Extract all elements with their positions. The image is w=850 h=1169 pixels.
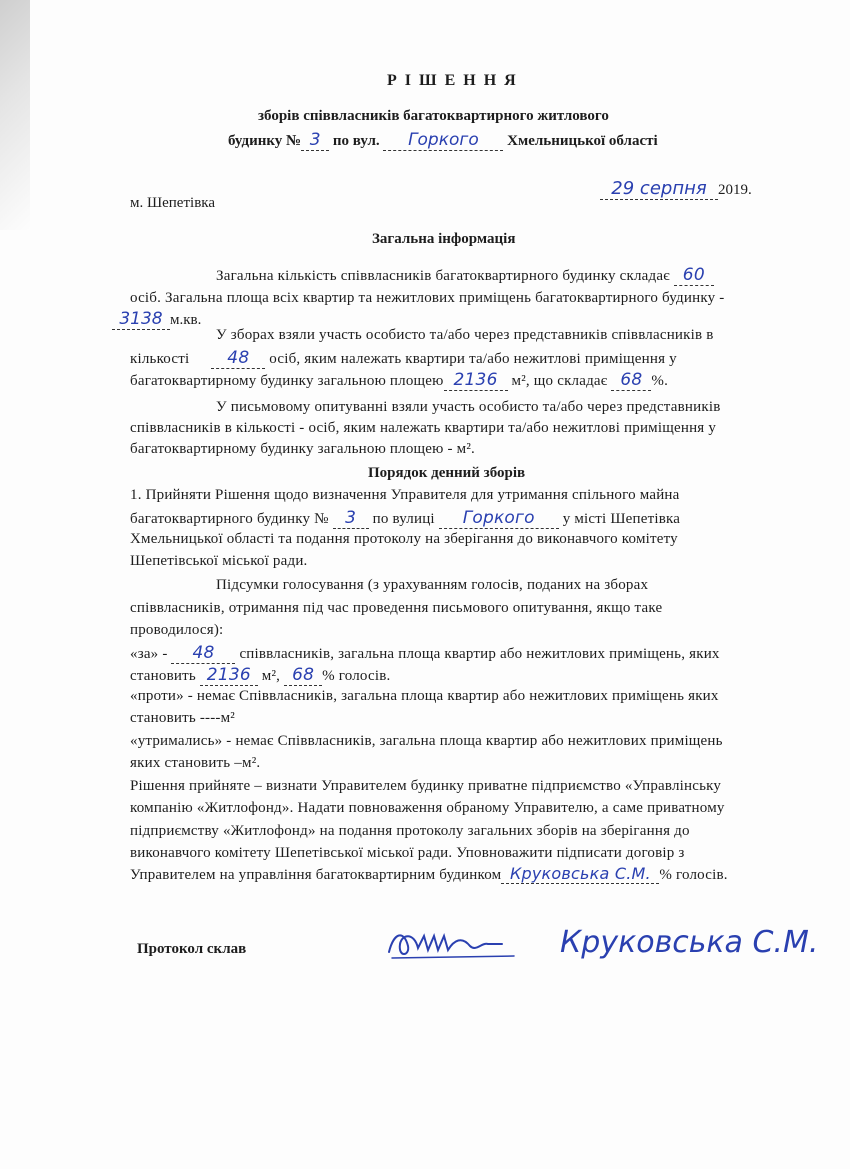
owners-total-handwritten: 60 <box>674 265 714 286</box>
date-line <box>600 178 752 200</box>
voting-intro-line3: проводилося): <box>130 622 224 638</box>
participants-count-text: осіб, яким належать квартири та/або нежитлові приміщення у <box>269 351 677 367</box>
vote-for-pct-handwritten: 68 <box>284 665 322 686</box>
vote-abstain-line1: «утримались» - немає Співвласників, загальна площа квартир або нежитлових приміщень <box>130 733 723 749</box>
vote-for-line2 <box>130 665 390 686</box>
area-total-line <box>112 309 201 330</box>
subtitle-line2 <box>228 130 658 151</box>
agenda-house-label: багатоквартирного будинку № <box>130 511 329 527</box>
vote-for-count-handwritten: 48 <box>171 643 235 664</box>
decision-authorized-person-handwritten: Круковська С.М. <box>501 864 659 884</box>
decision-line1: Рішення прийняте – визнати Управителем будинку приватне підприємство «Управлінську <box>130 778 722 794</box>
agenda-item1-line1: 1. Прийняти Рішення щодо визначення Управителя для утримання спільного майна <box>130 487 680 503</box>
subtitle-street-label: по вул. <box>332 133 380 149</box>
voting-intro-line2: співвласників, отримання під час проведення письмового опитування, якщо таке <box>130 600 663 616</box>
participants-area-handwritten: 2136 <box>444 370 508 391</box>
area-total-handwritten: 3138 <box>112 309 170 330</box>
vote-for-area-label: становить <box>130 668 196 684</box>
voting-intro-line1: Підсумки голосування (з урахуванням голосів, поданих на зборах <box>216 577 649 593</box>
signer-name-handwritten: Круковська С.М. <box>560 925 819 960</box>
subtitle-line1: зборів співвласників багатоквартирного житлового <box>258 108 609 124</box>
subtitle-house-label: будинку № <box>228 133 302 149</box>
participants-count-handwritten: 48 <box>211 348 265 369</box>
decision-line5 <box>130 864 728 884</box>
participants-count-label: кількості <box>130 351 190 367</box>
general-info-heading: Загальна інформація <box>372 231 516 247</box>
city-label: м. Шепетівка <box>130 195 215 211</box>
agenda-heading: Порядок денний зборів <box>368 465 526 481</box>
street-handwritten: Горкого <box>383 130 503 151</box>
vote-for-text: співвласників, загальна площа квартир або нежитлових приміщень, яких <box>239 646 720 662</box>
vote-against-line1: «проти» - немає Співвласників, загальна площа квартир або нежитлових приміщень яких <box>130 688 719 704</box>
vote-for-line1 <box>130 643 720 664</box>
signature-scribble <box>384 922 534 967</box>
decision-line2: компанію «Житлофонд». Надати повноваження обраному Управителю, а саме приватному <box>130 800 725 816</box>
participants-area-label: багатоквартирному будинку загальною площею <box>130 373 444 389</box>
protocol-label: Протокол склав <box>137 941 247 957</box>
area-unit: м.кв. <box>170 312 202 328</box>
participants-pct-unit: %. <box>651 373 669 389</box>
vote-for-area-handwritten: 2136 <box>200 665 258 686</box>
written-survey-line1: У письмовому опитуванні взяли участь особисто та/або через представників <box>216 399 721 415</box>
date-handwritten: 29 серпня <box>600 178 718 200</box>
agenda-item1-line4: Шепетівської міської ради. <box>130 553 308 569</box>
area-total-text: осіб. Загальна площа всіх квартир та нежитлових приміщень багатоквартирного будинку - <box>130 290 725 306</box>
subtitle-region: Хмельницької області <box>507 133 658 149</box>
decision-authorize-text: Управителем на управління багатоквартирним будинком <box>130 867 502 883</box>
written-survey-line2: співвласників в кількості - осіб, яким належать квартири та/або нежитлові приміщення у <box>130 420 717 436</box>
document-title: Р І Ш Е Н Н Я <box>387 72 518 89</box>
owners-total-text: Загальна кількість співвласників багатоквартирного будинку складає <box>216 268 670 284</box>
decision-pct-text: % голосів. <box>659 867 728 883</box>
owners-total-line <box>216 265 714 286</box>
agenda-house-handwritten: 3 <box>333 508 369 529</box>
agenda-item1-line3: Хмельницької області та подання протоколу на зберігання до виконавчого комітету <box>130 531 678 547</box>
written-survey-line3: багатоквартирному будинку загальною площею - м². <box>130 441 475 457</box>
agenda-street-handwritten: Горкого <box>439 508 559 529</box>
vote-for-pct-text: % голосів. <box>322 668 391 684</box>
vote-abstain-line2: яких становить –м². <box>130 755 261 771</box>
participants-pct-handwritten: 68 <box>611 370 651 391</box>
participants-text-line1: У зборах взяли участь особисто та/або через представників співвласників в <box>216 327 714 343</box>
decision-line4: виконавчого комітету Шепетівської міської ради. Уповноважити підписати договір з <box>130 845 685 861</box>
date-year: 2019. <box>718 182 752 198</box>
agenda-street-label: по вулиці <box>372 511 435 527</box>
participants-line3 <box>130 370 668 391</box>
agenda-city-text: у місті Шепетівка <box>562 511 681 527</box>
agenda-item1-line2 <box>130 508 680 529</box>
vote-for-area-unit: м², <box>261 668 281 684</box>
participants-area-unit: м², що складає <box>511 373 608 389</box>
participants-line2 <box>130 348 677 369</box>
decision-line3: підприємству «Житлофонд» на подання протоколу загальних зборів на зберігання до <box>130 823 690 839</box>
house-number-handwritten: 3 <box>301 130 329 151</box>
page-fold-shadow <box>0 0 30 230</box>
vote-against-line2: становить ----м² <box>130 710 236 726</box>
vote-for-label: «за» - <box>130 646 168 662</box>
